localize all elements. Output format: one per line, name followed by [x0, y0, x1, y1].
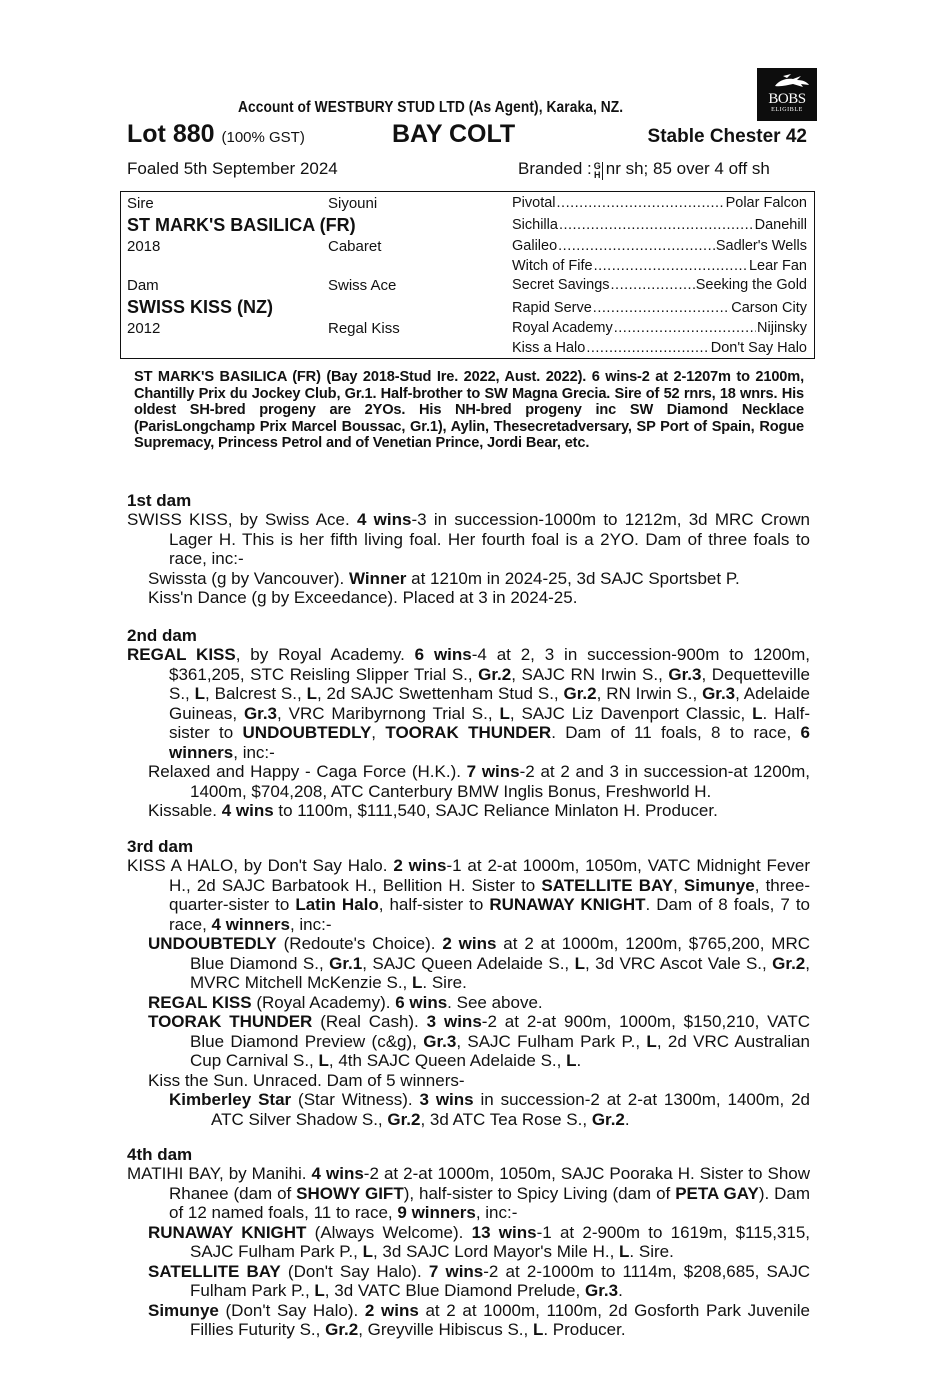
bold-text: 4 winners: [211, 914, 290, 934]
section-heading: 1st dam: [127, 491, 192, 510]
bold-text: L: [619, 1242, 630, 1261]
text: ,: [673, 875, 684, 895]
text: Swissta (g by Vancouver).: [148, 568, 349, 588]
text: (Real Cash).: [312, 1012, 427, 1031]
text: in succession-2 at 2-at 1300m, 1400m, 2d ATC Silver Shadow S.,: [211, 1090, 810, 1129]
bold-text: 6 winners: [169, 723, 810, 762]
bold-text: Gr.1: [329, 953, 363, 973]
text: at 2 at 1000m, 1100m, 2d Gosforth Park Juvenile Fillies Futurity S.,: [190, 1300, 810, 1339]
ancestor-sire: Galileo: [512, 238, 558, 254]
text: (Redoute's Choice).: [276, 934, 443, 953]
lot-label: Lot 880: [127, 120, 215, 148]
text: (Always Welcome).: [306, 1222, 472, 1242]
ancestor-dam-sire: Don't Say Halo: [710, 340, 807, 356]
text: -2 at 2-at 1000m, 1050m, SAJC Pooraka H. Sister to Show Rhanee (dam of: [169, 1164, 811, 1203]
bold-text: Gr.3: [668, 664, 702, 684]
ancestor-dam-sire: Danehill: [754, 217, 807, 233]
text: , 3d SAJC Lord Mayor's Mile H.,: [372, 1242, 620, 1261]
text: , SAJC RN Irwin S.,: [511, 664, 669, 684]
pedigree-table: [120, 191, 815, 359]
text: , VRC Maribyrnong Trial S.,: [277, 703, 500, 723]
ancestor-sire: Sichilla: [512, 217, 558, 233]
brand-mark-icon: [594, 162, 603, 180]
bold-text: Gr.2: [387, 1109, 421, 1129]
text: . Half-sister to: [169, 703, 811, 742]
brand-top: G: [593, 161, 601, 171]
bold-text: SHOWY GIFT: [296, 1183, 404, 1203]
dam-section-3: [127, 837, 810, 1129]
bold-text: Gr.3: [702, 684, 736, 703]
section-entries: [127, 510, 810, 608]
text: , inc:-: [233, 742, 275, 762]
bold-text: 4 wins: [356, 510, 412, 529]
vendor-account: Account of WESTBURY STUD LTD (As Agent), Karaka, NZ.: [238, 99, 624, 116]
bold-text: 4 wins: [311, 1164, 364, 1183]
dam-sire: Swiss Ace: [328, 277, 397, 294]
bold-text: L: [646, 1031, 657, 1051]
text: -2 at 2-at 900m, 1000m, $150,210, VATC Blue Diamond Preview (c&g),: [190, 1012, 810, 1051]
bold-text: 6 wins: [395, 992, 448, 1012]
ancestor-dam-sire: Lear Fan: [748, 258, 807, 274]
bold-text: Kimberley Star: [169, 1090, 292, 1109]
text: -2 at 2-1000m to 1114m, $208,685, SAJC Fulham Park P.,: [190, 1261, 811, 1300]
stable-location: Stable Chester 42: [647, 126, 807, 147]
ancestor-sire: Witch of Fife: [512, 258, 593, 274]
text: -1 at 2-at 1000m, 1050m, VATC Midnight Fever H., 2d SAJC Barbatook H., Bellition H. Sister to: [169, 856, 810, 895]
bold-text: 13 wins: [471, 1222, 537, 1242]
bold-text: 3 wins: [426, 1012, 482, 1031]
text: . Sire.: [629, 1242, 674, 1261]
text: , SAJC Fulham Park P.,: [456, 1031, 647, 1051]
logo-title: BOBS: [768, 91, 806, 107]
bold-text: REGAL KISS: [127, 645, 236, 664]
text: , Balcrest S.,: [205, 684, 307, 703]
bold-text: UNDOUBTEDLY: [148, 934, 277, 953]
bold-text: L: [532, 1320, 544, 1339]
bold-text: L: [499, 703, 510, 723]
text: -3 in succession-1000m to 1212m, 3d MRC Crown Lager H. This is her fifth living foal. Her fourth foal is a 2YO. Dam of three foals to race, inc:-: [169, 510, 810, 568]
logo-subtitle: ELIGIBLE: [771, 107, 803, 113]
bold-text: Winner: [348, 568, 407, 588]
text: MATIHI BAY, by Manihi.: [127, 1164, 312, 1183]
sire-sire: Siyouni: [328, 195, 378, 212]
dam-section-2: [127, 626, 810, 821]
bold-text: L: [362, 1242, 373, 1261]
dam-name: SWISS KISS (NZ): [127, 297, 274, 317]
text: , 3d VATC Blue Diamond Prelude,: [324, 1281, 585, 1300]
bold-text: L: [412, 973, 423, 992]
section-entries: [127, 1164, 810, 1340]
dam-section-4: [127, 1145, 810, 1340]
sire-label: Sire: [127, 195, 154, 212]
text: (Star Witness).: [291, 1090, 420, 1109]
sire-year: 2018: [127, 238, 161, 255]
bold-text: L: [318, 1051, 329, 1070]
dam-entry: [127, 645, 810, 762]
bold-text: 2 wins: [364, 1300, 419, 1320]
text: . Sire.: [422, 973, 467, 992]
text: , 2d SAJC Swettenham Stud S.,: [316, 684, 564, 703]
bold-text: 2 wins: [393, 856, 447, 875]
brand-description: [518, 159, 770, 180]
ancestor-sire: Kiss a Halo: [512, 340, 586, 356]
text: ,: [371, 723, 386, 742]
ancestor-dam-sire: Sadler's Wells: [715, 238, 807, 254]
horse-head-icon: [757, 72, 817, 92]
text: . See above.: [447, 992, 543, 1012]
bold-text: 7 wins: [428, 1261, 484, 1281]
bold-text: 4 wins: [221, 801, 274, 820]
text: , 3d ATC Tea Rose S.,: [420, 1109, 592, 1129]
text: , 2d VRC Australian Cup Carnival S.,: [190, 1031, 811, 1070]
ancestor-row: [512, 195, 807, 211]
progeny-entry: [127, 1262, 810, 1301]
bold-text: Gr.2: [591, 1109, 625, 1129]
section-heading: 2nd dam: [127, 626, 197, 645]
text: KISS A HALO, by Don't Say Halo.: [127, 856, 394, 875]
section-entries: [127, 856, 810, 1129]
text: . Dam of 8 foals, 7 to race,: [169, 895, 811, 934]
progeny-entry: [127, 1301, 810, 1340]
text: -4 at 2, 3 in succession-900m to 1200m, $361,205, STC Reisling Slipper Trial S.,: [169, 645, 810, 684]
bold-text: Gr.2: [772, 953, 806, 973]
text: , Adelaide Guineas,: [169, 684, 810, 723]
ancestor-sire: Royal Academy: [512, 320, 613, 336]
text: , inc:-: [289, 914, 332, 934]
text: , SAJC Liz Davenport Classic,: [509, 703, 753, 723]
horse-sex-colour: BAY COLT: [392, 120, 516, 148]
bold-text: L: [314, 1281, 325, 1300]
bold-text: SATELLITE BAY: [541, 875, 674, 895]
ancestor-row: [512, 217, 807, 233]
text: , Greyville Hibiscus S.,: [358, 1320, 533, 1339]
text: to 1100m, $111,540, SAJC Reliance Minlaton H. Producer.: [273, 801, 718, 820]
text: Kiss the Sun. Unraced. Dam of 5 winners-: [148, 1070, 465, 1090]
bold-text: RUNAWAY KNIGHT: [489, 895, 646, 914]
bold-text: L: [574, 953, 585, 973]
progeny-entry: [127, 993, 810, 1013]
text: , SAJC Queen Adelaide S.,: [362, 953, 575, 973]
brand-bottom: H: [593, 170, 601, 180]
gst-note: (100% GST): [221, 129, 305, 146]
text: , 4th SAJC Queen Adelaide S.,: [328, 1051, 567, 1070]
ancestor-dam-sire: Carson City: [731, 300, 807, 316]
bold-text: TOORAK THUNDER: [385, 723, 552, 742]
lot-line: [127, 120, 817, 152]
text: .: [618, 1281, 623, 1300]
bold-text: 3 wins: [419, 1090, 474, 1109]
dam-entry: [127, 856, 810, 934]
text: ). Dam of 12 named foals, 11 to race,: [169, 1183, 811, 1222]
text: , half-sister to: [378, 895, 490, 914]
text: , Dequetteville S.,: [169, 664, 810, 703]
progeny-entry: [127, 1012, 810, 1071]
text: (Don't Say Halo).: [280, 1261, 429, 1281]
bold-text: Gr.3: [584, 1281, 619, 1300]
bold-text: Gr.3: [243, 703, 278, 723]
dam-label: Dam: [127, 277, 159, 294]
text: ), half-sister to Spicy Living (dam of: [403, 1183, 676, 1203]
text: . Dam of 11 foals, 8 to race,: [551, 723, 801, 742]
text: (Don't Say Halo).: [218, 1300, 365, 1320]
ancestor-row: [512, 258, 807, 274]
ancestor-row: [512, 320, 807, 336]
branded-label: Branded :: [518, 159, 592, 178]
dam-section-1: [127, 491, 810, 608]
progeny-entry: [127, 1090, 810, 1129]
bobs-eligible-logo: [757, 68, 817, 121]
sire-summary: ST MARK'S BASILICA (FR) (Bay 2018-Stud Ire. 2022, Aust. 2022). 6 wins-2 at 2-1207m to 2100m, Chantilly Prix du Jockey Club, Gr.1. Half-brother to SW Magna Grecia. Sire of 52 rnrs, 18 wnrs. His oldest SH-bred progeny are 2YOs. His NH-bred progeny inc SW Diamond Necklace (ParisLongchamp Prix Marcel Boussac, Gr.1), Aylin, Thesecretadversary, SP Port of Spain, Rogue Supremacy, Princess Petrol and of Venetian Prince, Jordi Bear, etc.: [134, 369, 804, 452]
text: , 3d VRC Ascot Vale S.,: [584, 953, 773, 973]
bold-text: Gr.2: [478, 664, 512, 684]
ancestor-sire: Pivotal: [512, 195, 556, 211]
text: -1 at 2-900m to 1619m, $115,315, SAJC Fulham Park P.,: [190, 1222, 811, 1261]
text: . Producer.: [543, 1320, 626, 1339]
section-entries: [127, 645, 810, 821]
ancestor-row: [512, 277, 807, 293]
text: , inc:-: [475, 1203, 518, 1222]
progeny-entry: [127, 762, 810, 801]
foaled-date: Foaled 5th September 2024: [127, 159, 338, 178]
text: at 1210m in 2024-25, 3d SAJC Sportsbet P.: [406, 568, 740, 588]
ancestor-dam-sire: Polar Falcon: [725, 195, 807, 211]
text: Kiss'n Dance (g by Exceedance). Placed at 3 in 2024-25.: [148, 588, 578, 607]
section-heading: 3rd dam: [127, 837, 194, 856]
text: , RN Irwin S.,: [596, 684, 703, 703]
text: SWISS KISS, by Swiss Ace.: [127, 510, 357, 529]
bold-text: L: [306, 684, 317, 703]
text: , three-quarter-sister to: [169, 875, 810, 914]
text: (Royal Academy).: [251, 992, 396, 1012]
bold-text: TOORAK THUNDER: [148, 1012, 313, 1031]
bold-text: 6 wins: [414, 645, 472, 664]
bold-text: L: [194, 684, 206, 703]
branded-text: nr sh; 85 over 4 off sh: [605, 159, 770, 178]
text: at 2 at 1000m, 1200m, $765,200, MRC Blue Diamond S.,: [190, 934, 811, 973]
bold-text: UNDOUBTEDLY: [242, 723, 372, 742]
text: Relaxed and Happy - Caga Force (H.K.).: [148, 762, 467, 781]
bold-text: RUNAWAY KNIGHT: [148, 1222, 307, 1242]
ancestor-row: [512, 340, 807, 356]
sire-name: ST MARK'S BASILICA (FR): [127, 215, 356, 235]
bold-text: 7 wins: [466, 762, 520, 781]
dam-entry: [127, 510, 810, 569]
progeny-entry: [127, 1223, 810, 1262]
dam-entry: [127, 1164, 810, 1223]
bold-text: Gr.3: [423, 1031, 457, 1051]
text: .: [624, 1109, 630, 1129]
section-heading: 4th dam: [127, 1145, 193, 1164]
bold-text: 9 winners: [397, 1203, 476, 1222]
dam-dam: Regal Kiss: [328, 320, 400, 337]
progeny-entry: [127, 588, 810, 608]
bold-text: PETA GAY: [675, 1183, 759, 1203]
text: , by Royal Academy.: [235, 645, 415, 664]
lot-number: [127, 120, 305, 149]
ancestor-sire: Rapid Serve: [512, 300, 592, 316]
progeny-entry: [127, 934, 810, 993]
ancestor-dam-sire: Nijinsky: [757, 320, 807, 336]
bold-text: Simunye: [148, 1300, 219, 1320]
bold-text: Simunye: [683, 875, 755, 895]
text: -2 at 2 and 3 in succession-at 1200m, 1400m, $704,208, ATC Canterbury BMW Inglis Bonus, Freshworld H.: [190, 762, 810, 801]
progeny-entry: [127, 801, 810, 821]
text: Kissable.: [148, 801, 222, 820]
bold-text: Gr.2: [325, 1320, 359, 1339]
text: , MVRC Mitchell McKenzie S.,: [190, 953, 810, 992]
text: .: [576, 1051, 582, 1070]
progeny-entry: [127, 569, 810, 589]
ancestor-row: [512, 300, 807, 316]
dam-year: 2012: [127, 320, 161, 337]
bold-text: REGAL KISS: [148, 992, 252, 1012]
ancestor-dam-sire: Seeking the Gold: [695, 277, 807, 293]
ancestor-row: [512, 238, 807, 254]
bold-text: Latin Halo: [295, 895, 379, 914]
sire-dam: Cabaret: [328, 238, 382, 255]
bold-text: L: [752, 703, 763, 723]
ancestor-sire: Secret Savings: [512, 277, 610, 293]
bold-text: SATELLITE BAY: [148, 1261, 281, 1281]
progeny-entry: [127, 1071, 810, 1091]
bold-text: Gr.2: [563, 684, 597, 703]
bold-text: L: [566, 1051, 577, 1070]
bold-text: 2 wins: [442, 934, 497, 953]
